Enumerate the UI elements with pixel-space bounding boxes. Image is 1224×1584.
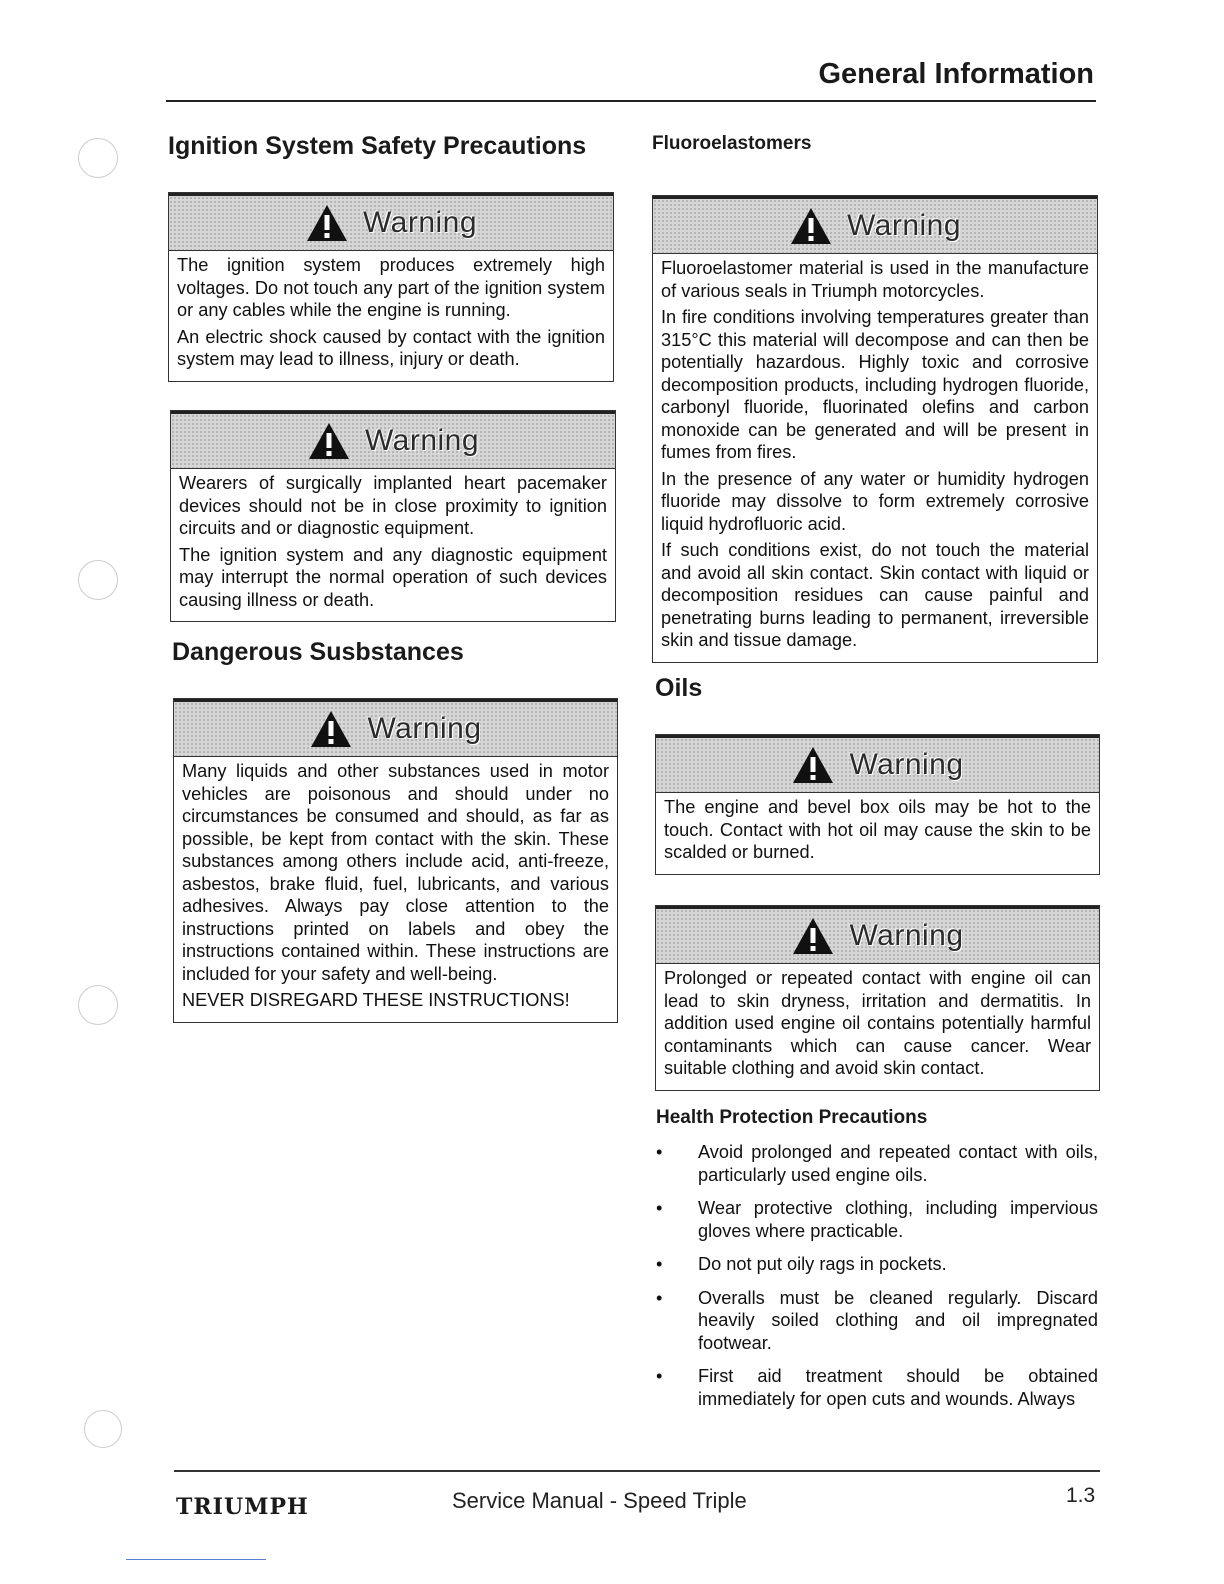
- warning-paragraph: An electric shock caused by contact with the ignition system may lead to illness, injury or death.: [177, 326, 605, 369]
- warning-header: [656, 735, 1099, 793]
- list-item-text: First aid treatment should be obtained immediately for open cuts and wounds. Always: [698, 1366, 1098, 1409]
- warning-label: Warning: [846, 209, 962, 242]
- health-protection-title: Health Protection Precautions: [656, 1107, 928, 1128]
- health-precautions-list: [656, 1141, 1098, 1421]
- warning-paragraph: If such conditions exist, do not touch the material and avoid all skin contact. Skin contact with liquid or decomposition residues can cause painful and penetrating burns leading to permanent, irreversible skin and tissue damage.: [661, 540, 1089, 650]
- header-rule: [166, 100, 1096, 102]
- warning-paragraph: Many liquids and other substances used in motor vehicles are poisonous and should under no circumstances be consumed and should, as far as possible, be kept from contact with the skin. These substances among others include acid, anti-freeze, asbestos, brake fluid, fuel, lubricants, and various adhesives. Always pay close attention to the instructions printed on labels and obey the instructions contained within. These instructions are included for your safety and well-being.: [182, 761, 609, 984]
- footer-rule: [174, 1470, 1100, 1472]
- warning-paragraph: In fire conditions involving temperatures greater than 315°C this material will decompose and can then be potentially hazardous. Highly toxic and corrosive decomposition products, including hydrogen fluoride, carbonyl fluoride, fluorinated olefins and carbon monoxide can be generated and will be present in fumes from fires.: [661, 307, 1089, 462]
- footer-manual-title: Service Manual - Speed Triple: [452, 1488, 747, 1513]
- warning-header: [653, 196, 1097, 254]
- warning-paragraph: In the presence of any water or humidity hydrogen fluoride may dissolve to form extremely corrosive liquid hydrofluoric acid.: [661, 468, 1089, 534]
- warning-paragraph: Fluoroelastomer material is used in the manufacture of various seals in Triumph motorcycles.: [661, 258, 1089, 301]
- punch-hole: [78, 138, 118, 178]
- warning-body: [656, 793, 1099, 874]
- list-item: [656, 1141, 1098, 1186]
- warning-box-fluoroelastomers: [652, 195, 1098, 663]
- warning-header: [656, 906, 1099, 964]
- list-item-text: Wear protective clothing, including impervious gloves where practicable.: [698, 1198, 1098, 1241]
- triumph-logo: TRIUMPH: [176, 1494, 309, 1520]
- warning-label: Warning: [367, 712, 482, 745]
- bullet-icon: •: [656, 1366, 663, 1386]
- list-item-text: Avoid prolonged and repeated contact with oils, particularly used engine oils.: [698, 1142, 1098, 1185]
- warning-body: [656, 964, 1099, 1090]
- warning-triangle-icon: [789, 206, 833, 246]
- punch-hole: [78, 985, 118, 1025]
- warning-box-engine-oil: [655, 905, 1100, 1091]
- warning-paragraph: The ignition system produces extremely high voltages. Do not touch any part of the ignition system or any cables while the engine is running.: [177, 255, 605, 320]
- bullet-icon: •: [656, 1254, 663, 1274]
- list-item: [656, 1365, 1098, 1410]
- warning-triangle-icon: [305, 203, 349, 243]
- warning-paragraph: NEVER DISREGARD THESE INSTRUCTIONS!: [182, 990, 570, 1010]
- warning-body: [174, 757, 617, 1022]
- warning-paragraph: The engine and bevel box oils may be hot to the touch. Contact with hot oil may cause the skin to be scalded or burned.: [664, 797, 1091, 862]
- list-item-text: Overalls must be cleaned regularly. Discard heavily soiled clothing and oil impregnated footwear.: [698, 1287, 1098, 1353]
- warning-triangle-icon: [307, 421, 351, 461]
- warning-header: [174, 699, 617, 757]
- bullet-icon: •: [656, 1142, 663, 1162]
- warning-paragraph: Prolonged or repeated contact with engine oil can lead to skin dryness, irritation and dermatitis. In addition used engine oil contains potentially harmful contaminants which can cause cancer. Wear suitable clothing and avoid skin contact.: [664, 968, 1091, 1078]
- page-header-title: General Information: [818, 58, 1094, 90]
- list-item: [656, 1197, 1098, 1242]
- list-item: [656, 1253, 1098, 1276]
- list-item: [656, 1287, 1098, 1355]
- list-item-text: Do not put oily rags in pockets.: [698, 1254, 947, 1274]
- warning-paragraph: The ignition system and any diagnostic equipment may interrupt the normal operation of such devices causing illness or death.: [179, 544, 607, 610]
- fluoroelastomers-title: Fluoroelastomers: [652, 133, 812, 154]
- warning-header: [171, 411, 615, 469]
- warning-triangle-icon: [309, 709, 353, 749]
- warning-header: [169, 193, 613, 251]
- warning-box-ignition: [168, 192, 614, 382]
- warning-paragraph: Wearers of surgically implanted heart pacemaker devices should not be in close proximity to ignition circuits and or diagnostic equipment.: [179, 473, 607, 538]
- bullet-icon: •: [656, 1287, 663, 1308]
- punch-hole: [84, 1410, 122, 1448]
- ignition-section-title: Ignition System Safety Precautions: [168, 132, 587, 160]
- warning-body: [653, 254, 1097, 662]
- warning-label: Warning: [362, 206, 478, 239]
- warning-body: [171, 469, 615, 621]
- punch-hole: [78, 560, 118, 600]
- warning-box-hot-oil: [655, 734, 1100, 875]
- warning-label: Warning: [849, 919, 964, 952]
- warning-label: Warning: [849, 748, 964, 781]
- warning-triangle-icon: [791, 916, 835, 956]
- page-number: 1.3: [1066, 1484, 1096, 1507]
- warning-body: [169, 251, 613, 381]
- dangerous-substances-title: Dangerous Susbstances: [172, 638, 464, 666]
- scan-artifact-line: [126, 1559, 266, 1560]
- warning-box-substances: [173, 698, 618, 1023]
- oils-title: Oils: [655, 674, 703, 702]
- warning-box-pacemaker: [170, 410, 616, 622]
- bullet-icon: •: [656, 1198, 663, 1218]
- warning-label: Warning: [364, 424, 480, 457]
- warning-triangle-icon: [791, 745, 835, 785]
